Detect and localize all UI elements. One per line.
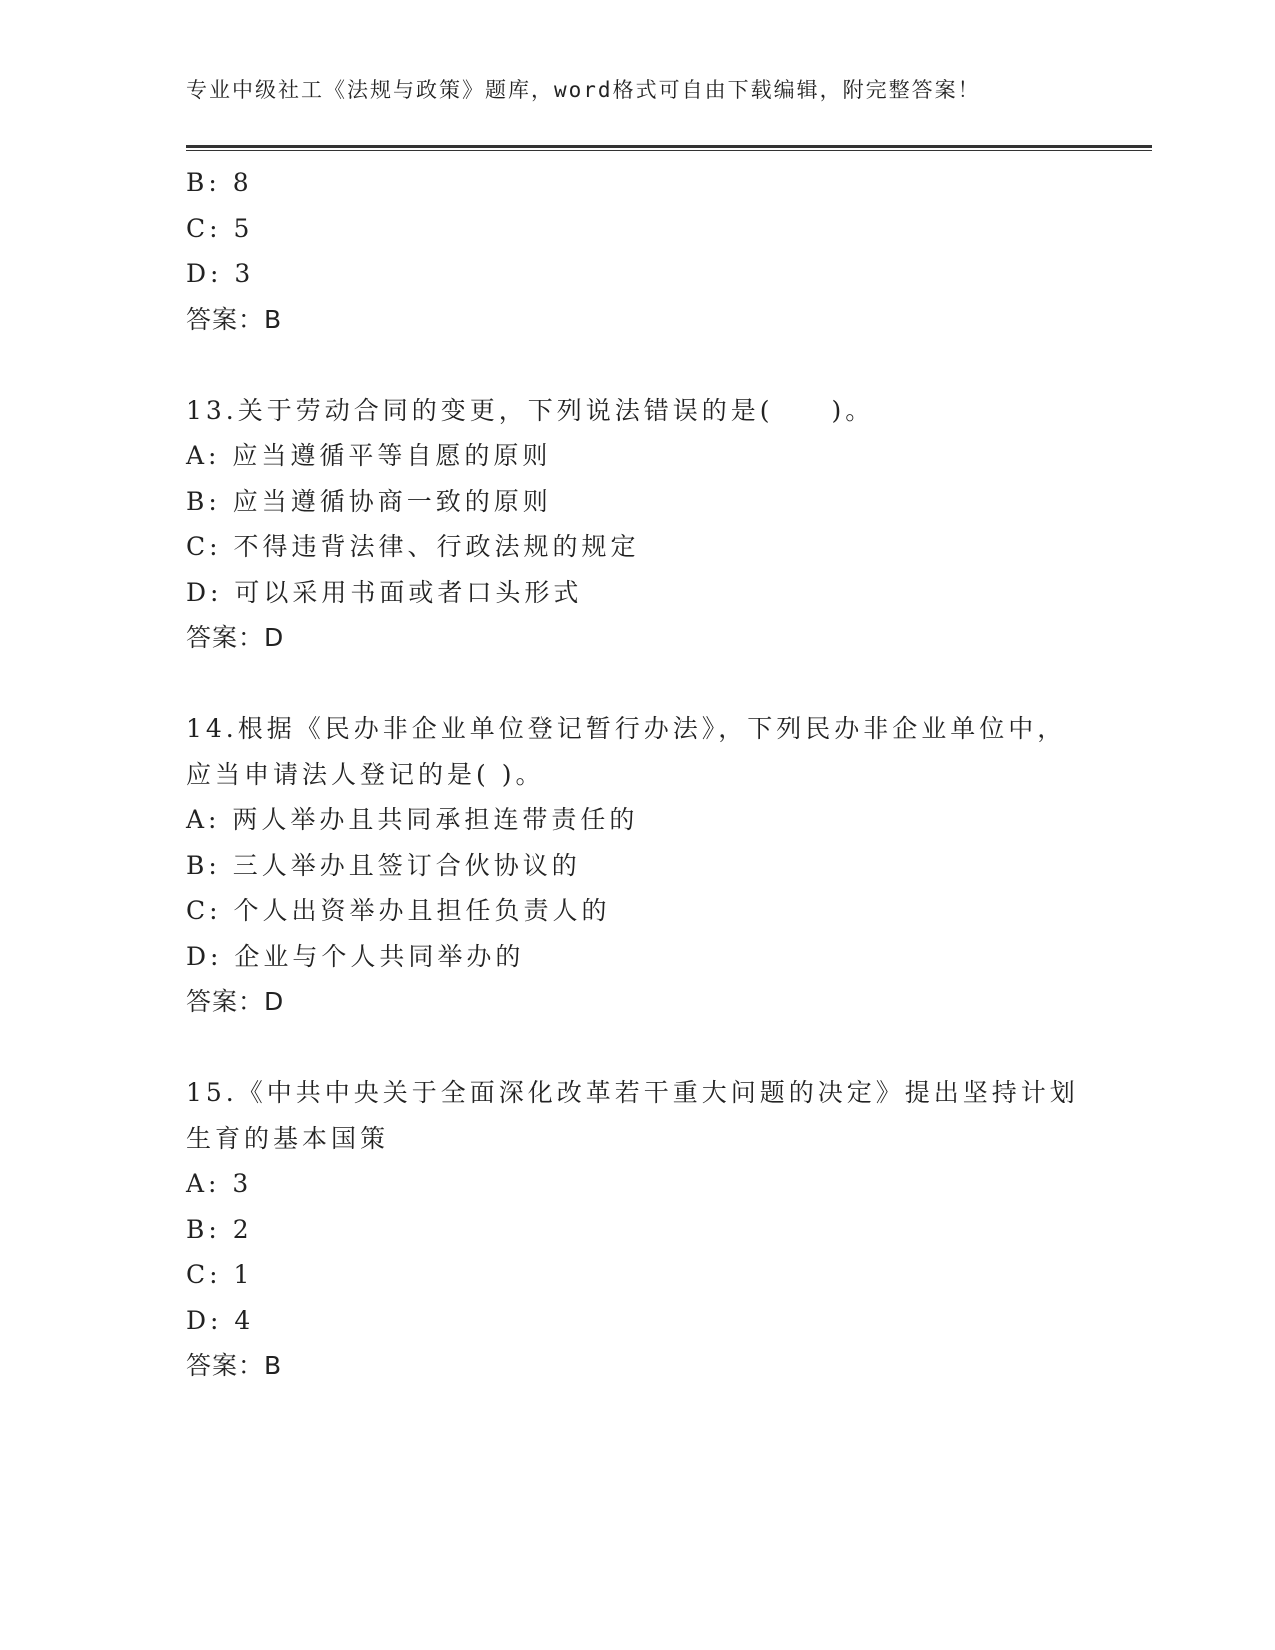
option-line: D: 企业与个人共同举办的: [186, 941, 525, 971]
option-line: A: 应当遵循平等自愿的原则: [186, 441, 552, 470]
option-line: A: 两人举办且共同承担连带责任的: [186, 805, 639, 834]
option-line: B: 三人举办且签订合伙协议的: [186, 850, 581, 880]
option-line: D: 3: [186, 259, 255, 288]
answer-line: 答案：D: [186, 987, 285, 1016]
option-line: A: 3: [186, 1169, 253, 1198]
question-content: [186, 160, 1146, 1389]
option-line: C: 1: [186, 1260, 254, 1289]
answer-line: 答案：B: [186, 304, 283, 334]
option-line: B: 8: [186, 168, 253, 197]
spacer: [186, 342, 1146, 388]
spacer: [186, 1025, 1146, 1071]
option-line: C: 5: [186, 213, 254, 243]
question-stem: 生育的基本国策: [186, 1123, 390, 1153]
header-divider-thin: [186, 150, 1152, 151]
option-line: C: 个人出资举办且担任负责人的: [186, 896, 611, 925]
prev-question-block: [186, 160, 1146, 342]
question-15-block: [186, 1070, 1146, 1389]
answer-line: 答案：B: [186, 1351, 283, 1380]
page-header-title: 专业中级社工《法规与政策》题库，word格式可自由下载编辑，附完整答案！: [186, 78, 981, 102]
option-line: D: 4: [186, 1305, 255, 1335]
answer-line: 答案：D: [186, 623, 285, 652]
option-line: C: 不得违背法律、行政法规的规定: [186, 532, 640, 561]
question-stem: 14.根据《民办非企业单位登记暂行办法》，下列民办非企业单位中，: [186, 714, 1067, 743]
spacer: [186, 661, 1146, 707]
header-divider-thick: [186, 145, 1152, 148]
question-stem: 15.《中共中央关于全面深化改革若干重大问题的决定》提出坚持计划: [186, 1078, 1079, 1107]
question-stem: 应当申请法人登记的是( )。: [186, 759, 545, 789]
option-line: B: 应当遵循协商一致的原则: [186, 486, 552, 516]
question-13-block: [186, 388, 1146, 661]
question-stem: 13.关于劳动合同的变更，下列说法错误的是( )。: [186, 395, 875, 425]
option-line: B: 2: [186, 1214, 253, 1244]
option-line: D: 可以采用书面或者口头形式: [186, 577, 583, 607]
question-14-block: [186, 706, 1146, 1025]
